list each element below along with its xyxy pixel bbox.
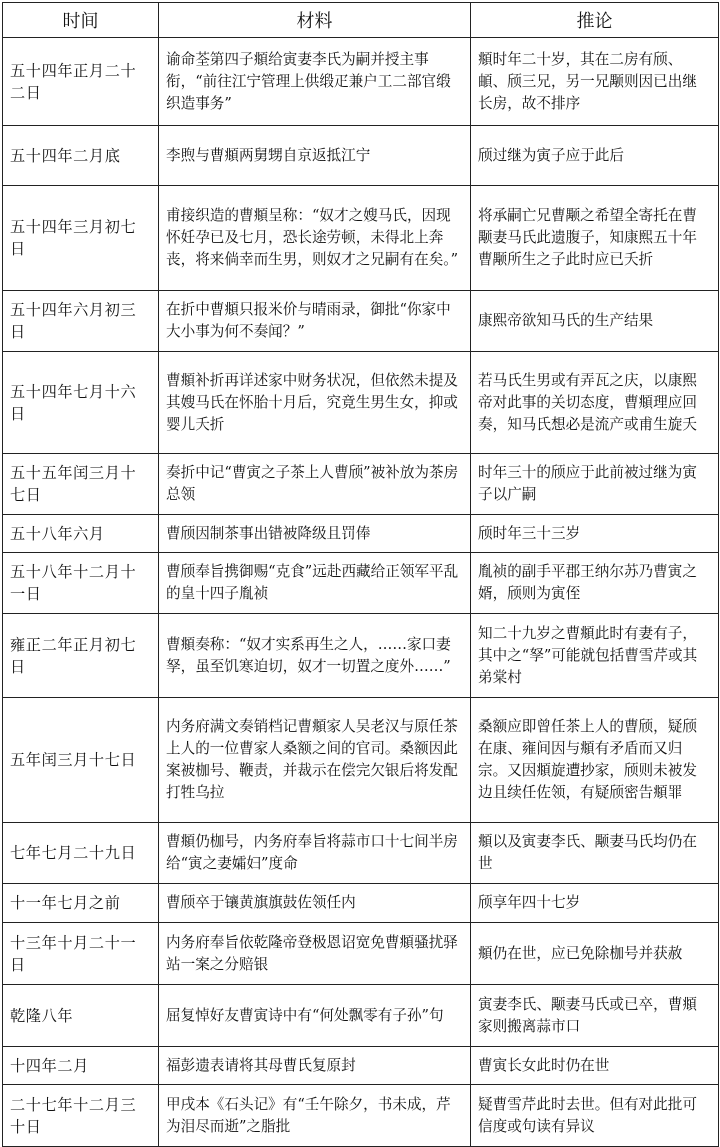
table-row [3, 884, 719, 923]
time-cell: 七年七月二十九日 [3, 823, 159, 884]
inference-cell: 疑曹雪芹此时去世。但有对此批可信度或句读有异议 [471, 1085, 719, 1147]
time-cell: 五十四年正月二十二日 [3, 38, 159, 126]
material-cell: 曹颀卒于镶黄旗旗鼓佐领任内 [159, 884, 471, 923]
material-cell: 甲戌本《石头记》有“壬午除夕，书未成，芹为泪尽而逝”之脂批 [159, 1085, 471, 1147]
header-material: 材料 [159, 3, 471, 38]
chronology-table [2, 2, 719, 1147]
time-cell: 五十四年二月底 [3, 126, 159, 186]
table-row [3, 614, 719, 698]
material-cell: 内务府满文奏销档记曹頫家人吴老汉与原任茶上人的一位曹家人桑额之间的官司。桑额因此案被枷号、鞭责，并裁示在偿完欠银后将发配打牲乌拉 [159, 698, 471, 823]
table-row [3, 1085, 719, 1147]
time-cell: 五年闰三月十七日 [3, 698, 159, 823]
material-cell: 曹頫仍枷号，内务府奉旨将蒜市口十七间半房给“寅之妻孀妇”度命 [159, 823, 471, 884]
material-cell: 李煦与曹頫两舅甥自京返抵江宁 [159, 126, 471, 186]
table-row [3, 291, 719, 352]
table-row [3, 38, 719, 126]
inference-cell: 时年三十的颀应于此前被过继为寅子以广嗣 [471, 454, 719, 515]
time-cell: 乾隆八年 [3, 985, 159, 1047]
table-row [3, 515, 719, 553]
material-cell: 屈复悼好友曹寅诗中有“何处飘零有子孙”句 [159, 985, 471, 1047]
inference-cell: 胤祯的副手平郡王纳尔苏乃曹寅之婿，颀则为寅侄 [471, 553, 719, 614]
table-row [3, 1047, 719, 1085]
header-time: 时间 [3, 3, 159, 38]
header-inference: 推论 [471, 3, 719, 38]
time-cell: 十一年七月之前 [3, 884, 159, 923]
table-row [3, 698, 719, 823]
table-row [3, 553, 719, 614]
inference-cell: 知二十九岁之曹頫此时有妻有子，其中之“孥”可能就包括曹雪芹或其弟棠村 [471, 614, 719, 698]
inference-cell: 寅妻李氏、颙妻马氏或已卒，曹頫家则搬离蒜市口 [471, 985, 719, 1047]
material-cell: 福彭遗表请将其母曹氏复原封 [159, 1047, 471, 1085]
time-cell: 五十五年闰三月十七日 [3, 454, 159, 515]
inference-cell: 頫仍在世，应已免除枷号并获赦 [471, 923, 719, 985]
inference-cell: 将承嗣亡兄曹颙之希望全寄托在曹颙妻马氏此遗腹子，知康熙五十年曹颙所生之子此时应已夭折 [471, 186, 719, 291]
inference-cell: 曹寅长女此时仍在世 [471, 1047, 719, 1085]
inference-cell: 若马氏生男或有弄瓦之庆，以康熙帝对此事的关切态度，曹頫理应回奏，知马氏想必是流产或甫生旋夭 [471, 352, 719, 454]
material-cell: 曹颀因制茶事出错被降级且罚俸 [159, 515, 471, 553]
material-cell: 曹頫补折再详述家中财务状况，但依然未提及其嫂马氏在怀胎十月后，究竟生男生女，抑或婴儿夭折 [159, 352, 471, 454]
material-cell: 内务府奉旨依乾隆帝登极恩诏宽免曹頫骚扰驿站一案之分赔银 [159, 923, 471, 985]
time-cell: 五十八年十二月十一日 [3, 553, 159, 614]
time-cell: 雍正二年正月初七日 [3, 614, 159, 698]
inference-cell: 頫时年二十岁，其在二房有颀、頔、颀三兄，另一兄颙则因已出继长房，故不排序 [471, 38, 719, 126]
time-cell: 十三年十月二十一日 [3, 923, 159, 985]
table-row [3, 985, 719, 1047]
inference-cell: 颀时年三十三岁 [471, 515, 719, 553]
table-row [3, 126, 719, 186]
inference-cell: 颀享年四十七岁 [471, 884, 719, 923]
time-cell: 五十四年三月初七日 [3, 186, 159, 291]
table-row [3, 823, 719, 884]
header-row [3, 3, 719, 38]
table-body [3, 38, 719, 1147]
material-cell: 奏折中记“曹寅之子茶上人曹颀”被补放为茶房总领 [159, 454, 471, 515]
inference-cell: 颀过继为寅子应于此后 [471, 126, 719, 186]
material-cell: 在折中曹頫只报米价与晴雨录，御批“你家中大小事为何不奏闻？” [159, 291, 471, 352]
material-cell: 曹颀奉旨携御赐“克食”远赴西藏给正领军平乱的皇十四子胤祯 [159, 553, 471, 614]
table-row [3, 352, 719, 454]
table-row [3, 923, 719, 985]
time-cell: 十四年二月 [3, 1047, 159, 1085]
inference-cell: 頫以及寅妻李氏、颙妻马氏均仍在世 [471, 823, 719, 884]
table-header [3, 3, 719, 38]
table-row [3, 454, 719, 515]
time-cell: 五十四年六月初三日 [3, 291, 159, 352]
time-cell: 五十四年七月十六日 [3, 352, 159, 454]
time-cell: 五十八年六月 [3, 515, 159, 553]
material-cell: 谕命荃第四子頫给寅妻李氏为嗣并授主事衔，“前往江宁管理上供缎疋兼户工二部官缎织造事务” [159, 38, 471, 126]
table-row [3, 186, 719, 291]
time-cell: 二十七年十二月三十日 [3, 1085, 159, 1147]
inference-cell: 康熙帝欲知马氏的生产结果 [471, 291, 719, 352]
material-cell: 曹頫奏称：“奴才实系再生之人，……家口妻孥，虽至饥寒迫切，奴才一切置之度外……” [159, 614, 471, 698]
material-cell: 甫接织造的曹頫呈称：“奴才之嫂马氏，因现怀妊孕已及七月，恐长途劳顿，未得北上奔丧，将来倘幸而生男，则奴才之兄嗣有在矣。” [159, 186, 471, 291]
inference-cell: 桑额应即曾任茶上人的曹颀，疑颀在康、雍间因与頫有矛盾而又归宗。又因頫旋遭抄家，颀则未被发边且续任佐领，有疑颀密告頫罪 [471, 698, 719, 823]
